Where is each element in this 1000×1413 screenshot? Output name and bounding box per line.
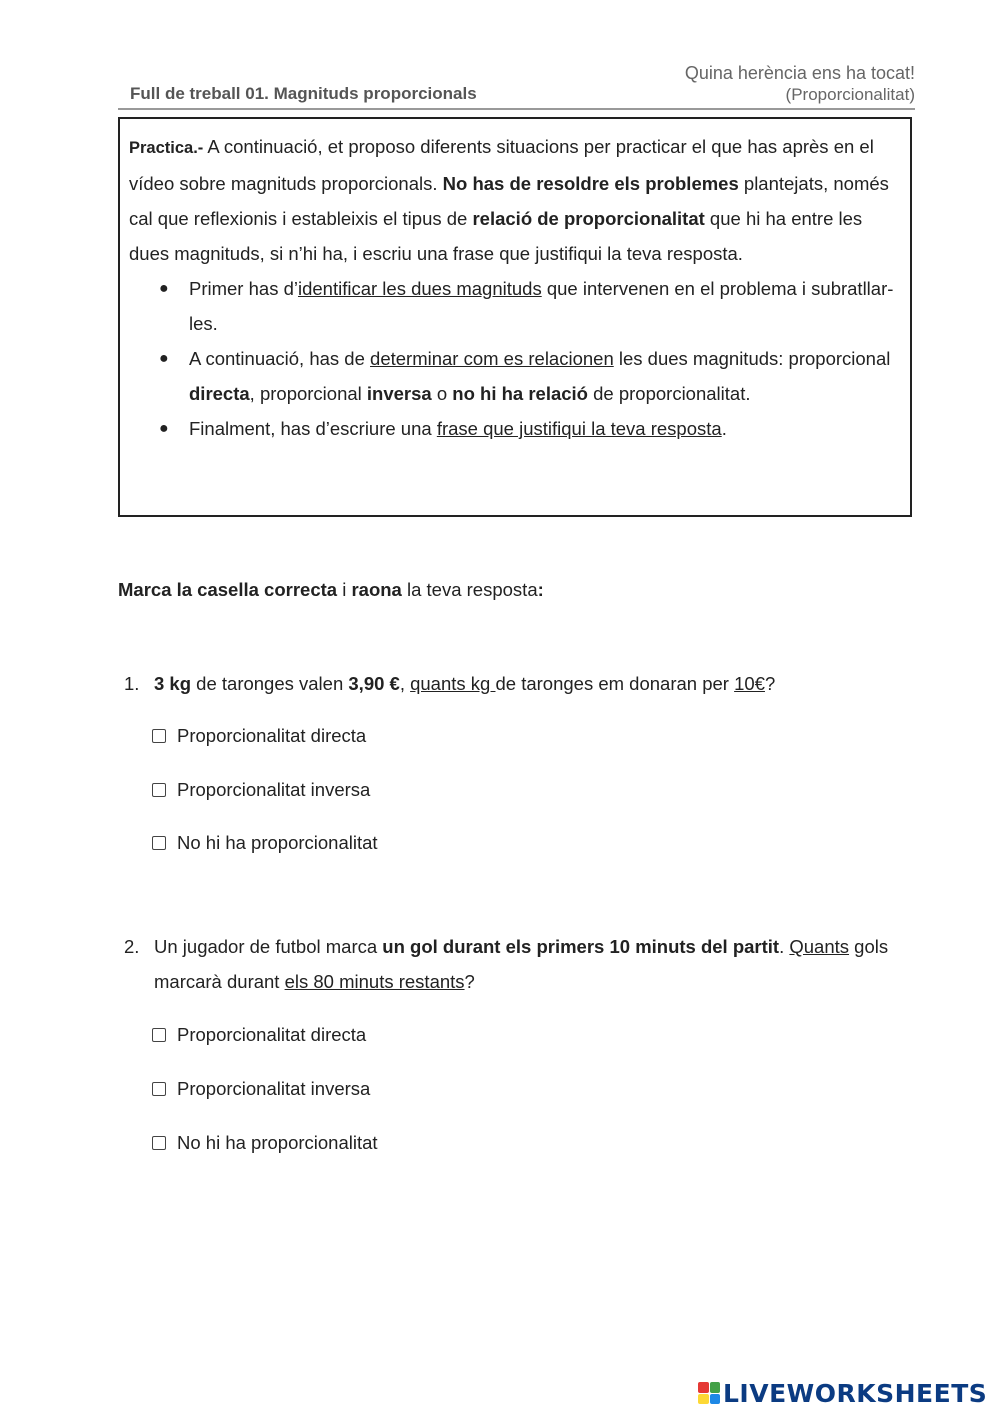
- step-underlined: determinar com es relacionen: [370, 348, 614, 369]
- question-2: [124, 929, 924, 999]
- question-bold: un gol durant els primers 10 minuts del partit: [382, 936, 780, 957]
- q2-option-inverse[interactable]: [152, 1077, 370, 1101]
- intro-text: A continuació, et proposo diferents situacions per practicar el que has après en el vídeo sobre magnituds proporcionals.: [129, 136, 874, 194]
- instruction-bold: raona: [351, 579, 402, 600]
- step-text: .: [721, 418, 727, 439]
- question-underlined: els 80 minuts restants: [284, 971, 465, 992]
- question-number: 2.: [124, 936, 140, 957]
- question-1: [124, 666, 924, 701]
- instructions-box: [118, 117, 912, 517]
- step-underlined: frase que justifiqui la teva resposta: [436, 418, 722, 439]
- checkbox[interactable]: [152, 729, 166, 743]
- steps-list: [129, 271, 901, 446]
- question-span: ?: [764, 673, 776, 694]
- step-text: , proporcional: [249, 383, 367, 404]
- option-label: Proporcionalitat directa: [177, 1024, 367, 1045]
- bullet-icon: ●: [159, 280, 169, 297]
- intro-paragraph: [129, 129, 901, 271]
- step-bold: directa: [189, 383, 250, 404]
- unit-subtitle: (Proporcionalitat): [785, 85, 915, 104]
- option-label: Proporcionalitat inversa: [177, 779, 371, 800]
- step-bold: no hi ha relació: [452, 383, 588, 404]
- header-divider: [118, 108, 915, 110]
- logo-square: [710, 1382, 721, 1393]
- question-span: .: [779, 936, 790, 957]
- checkbox[interactable]: [152, 1082, 166, 1096]
- list-item: [159, 341, 901, 411]
- step-bold: inversa: [366, 383, 432, 404]
- unit-title-block: [685, 62, 915, 106]
- logo-square: [698, 1394, 709, 1405]
- liveworksheets-icon: [698, 1382, 720, 1404]
- checkbox[interactable]: [152, 783, 166, 797]
- question-underlined: Quants: [789, 936, 850, 957]
- intro-bold-text: No has de resoldre els problemes: [442, 173, 739, 194]
- list-item: [159, 411, 901, 446]
- step-underlined: identificar les dues magnituds: [297, 278, 542, 299]
- intro-bold-text: relació de proporcionalitat: [472, 208, 705, 229]
- q1-option-direct[interactable]: [152, 724, 366, 748]
- logo-square: [710, 1394, 721, 1405]
- q2-option-direct[interactable]: [152, 1023, 366, 1047]
- question-span: de taronges em donaran per: [495, 673, 735, 694]
- step-text: les dues magnituds: proporcional: [613, 348, 891, 369]
- liveworksheets-logo: [698, 1378, 987, 1408]
- instruction-bold: Marca la casella correcta: [118, 579, 338, 600]
- option-label: Proporcionalitat inversa: [177, 1078, 371, 1099]
- question-span: de taronges valen: [191, 673, 349, 694]
- question-bold: 3,90 €: [348, 673, 400, 694]
- question-text: [154, 929, 924, 999]
- option-label: Proporcionalitat directa: [177, 725, 367, 746]
- bullet-icon: ●: [159, 420, 169, 437]
- step-text: Finalment, has d’escriure una: [189, 418, 437, 439]
- question-span: gols marcarà durant: [154, 936, 889, 992]
- q1-option-inverse[interactable]: [152, 778, 370, 802]
- list-item: [159, 271, 901, 341]
- intro-text: que hi ha entre les dues magnituds, si n’hi ha, i escriu una frase que justifiqui la teva resposta.: [129, 208, 863, 264]
- worksheet-title: Full de treball 01. Magnituds proporcionals: [130, 84, 477, 103]
- step-text: que intervenen en el problema i subratllar-les.: [189, 278, 894, 334]
- instruction-bold: :: [537, 579, 544, 600]
- checkbox[interactable]: [152, 1136, 166, 1150]
- logo-square: [698, 1382, 709, 1393]
- q1-option-none[interactable]: [152, 831, 378, 855]
- question-underlined: quants kg: [410, 673, 496, 694]
- intro-lead: Practica.-: [129, 139, 204, 157]
- instruction-text: i: [337, 579, 352, 600]
- step-text: de proporcionalitat.: [587, 383, 751, 404]
- intro-text: plantejats, només cal que reflexionis i estableixis el tipus de: [129, 173, 889, 229]
- step-text: A continuació, has de: [189, 348, 371, 369]
- bullet-icon: ●: [159, 350, 169, 367]
- step-text: o: [431, 383, 453, 404]
- question-number: 1.: [124, 673, 140, 694]
- question-span: Un jugador de futbol marca: [154, 936, 383, 957]
- unit-title: Quina herència ens ha tocat!: [684, 63, 915, 83]
- brand-name: LIVEWORKSHEETS: [723, 1378, 988, 1408]
- instruction-text: la teva resposta: [401, 579, 538, 600]
- checkbox[interactable]: [152, 1028, 166, 1042]
- question-text: [154, 666, 924, 701]
- task-instruction: [118, 579, 544, 601]
- question-underlined: 10€: [734, 673, 765, 694]
- question-bold: 3 kg: [154, 673, 192, 694]
- option-label: No hi ha proporcionalitat: [177, 832, 378, 853]
- question-span: ,: [399, 673, 411, 694]
- option-label: No hi ha proporcionalitat: [177, 1132, 378, 1153]
- step-text: Primer has d’: [189, 278, 298, 299]
- question-span: ?: [464, 971, 475, 992]
- checkbox[interactable]: [152, 836, 166, 850]
- q2-option-none[interactable]: [152, 1131, 378, 1155]
